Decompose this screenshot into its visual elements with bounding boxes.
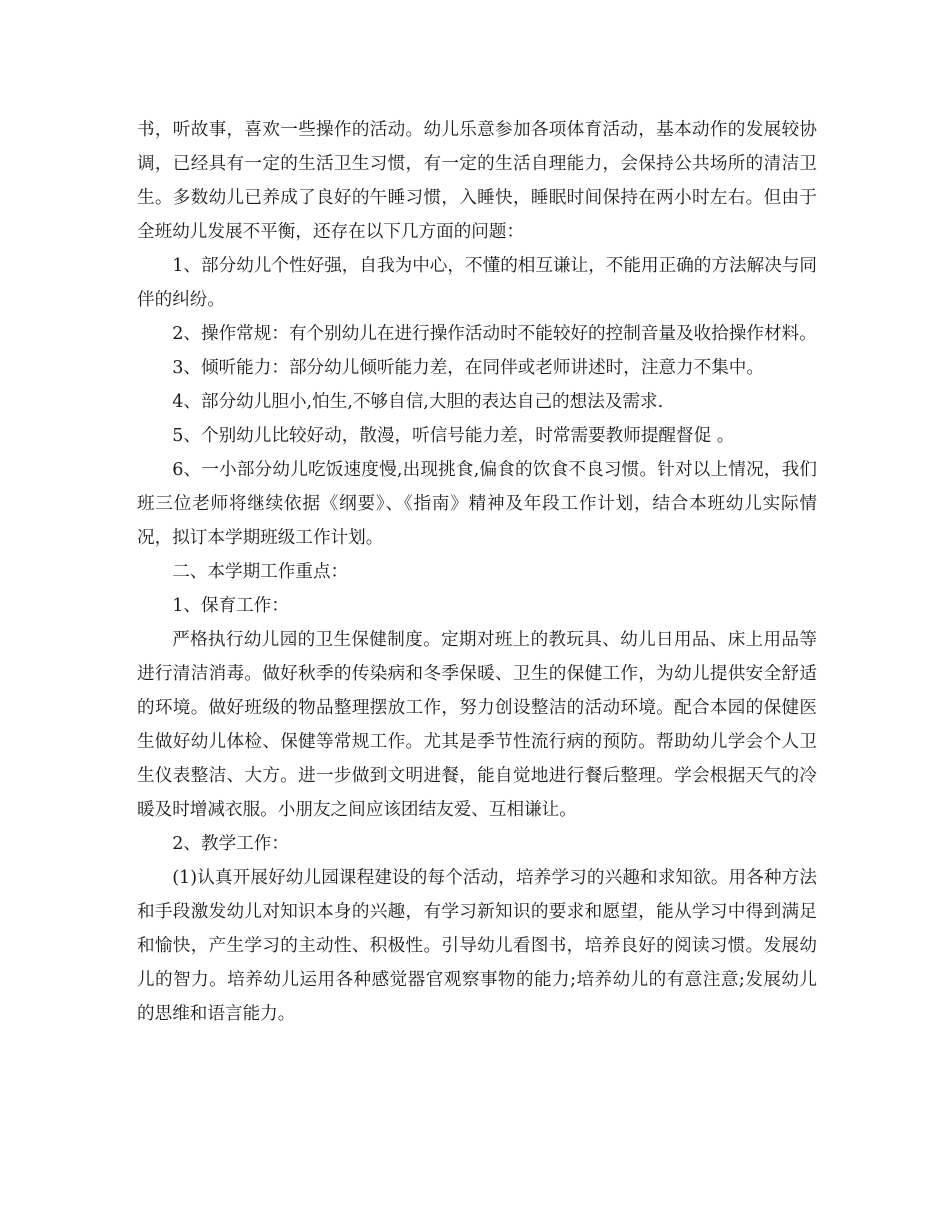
paragraph-problem-6: 6、一小部分幼儿吃饭速度慢,出现挑食,偏食的饮食不良习惯。针对以上情况，我们班三位老师将继续依据《纲要》、《指南》精神及年段工作计划，结合本班幼儿实际情况，拟订本学期班级工作计划。 — [137, 460, 817, 548]
document-body — [137, 113, 817, 1031]
subheading-care-work: 1、保育工作： — [172, 596, 289, 616]
paragraph-intro-continued: 书，听故事，喜欢一些操作的活动。幼儿乐意参加各项体育活动，基本动作的发展较协调，已经具有一定的生活卫生习惯，有一定的生活自理能力，会保持公共场所的清洁卫生。多数幼儿已养成了良好的午睡习惯，入睡快，睡眠时间保持在两小时左右。但由于全班幼儿发展不平衡，还存在以下几方面的问题： — [137, 120, 817, 242]
section-heading-work-focus: 二、本学期工作重点： — [172, 562, 349, 582]
paragraph-problem-3: 3、倾听能力：部分幼儿倾听能力差，在同伴或老师讲述时，注意力不集中。 — [172, 358, 764, 378]
paragraph-teaching-1: (1)认真开展好幼儿园课程建设的每个活动，培养学习的兴趣和求知欲。用各种方法和手段激发幼儿对知识本身的兴趣，有学习新知识的要求和愿望，能从学习中得到满足和愉快，产生学习的主动性、积极性。引导幼儿看图书，培养良好的阅读习惯。发展幼儿的智力。培养幼儿运用各种感觉器官观察事物的能力;培养幼儿的有意注意;发展幼儿的思维和语言能力。 — [137, 868, 817, 1024]
paragraph-problem-4: 4、部分幼儿胆小,怕生,不够自信,大胆的表达自己的想法及需求. — [172, 392, 664, 412]
paragraph-problem-5: 5、个别幼儿比较好动，散漫，听信号能力差，时常需要教师提醒督促 。 — [172, 426, 735, 446]
paragraph-care-work: 严格执行幼儿园的卫生保健制度。定期对班上的教玩具、幼儿日用品、床上用品等进行清洁消毒。做好秋季的传染病和冬季保暖、卫生的保健工作，为幼儿提供安全舒适的环境。做好班级的物品整理摆放工作，努力创设整洁的活动环境。配合本园的保健医生做好幼儿体检、保健等常规工作。尤其是季节性流行病的预防。帮助幼儿学会个人卫生仪表整洁、大方。进一步做到文明进餐，能自觉地进行餐后整理。学会根据天气的冷暖及时增减衣服。小朋友之间应该团结友爱、互相谦让。 — [137, 630, 817, 820]
subheading-teaching-work: 2、教学工作： — [172, 834, 289, 854]
paragraph-problem-2: 2、操作常规：有个别幼儿在进行操作活动时不能较好的控制音量及收拾操作材料。 — [172, 324, 817, 344]
paragraph-problem-1: 1、部分幼儿个性好强，自我为中心，不懂的相互谦让，不能用正确的方法解决与同伴的纠纷。 — [137, 256, 817, 310]
